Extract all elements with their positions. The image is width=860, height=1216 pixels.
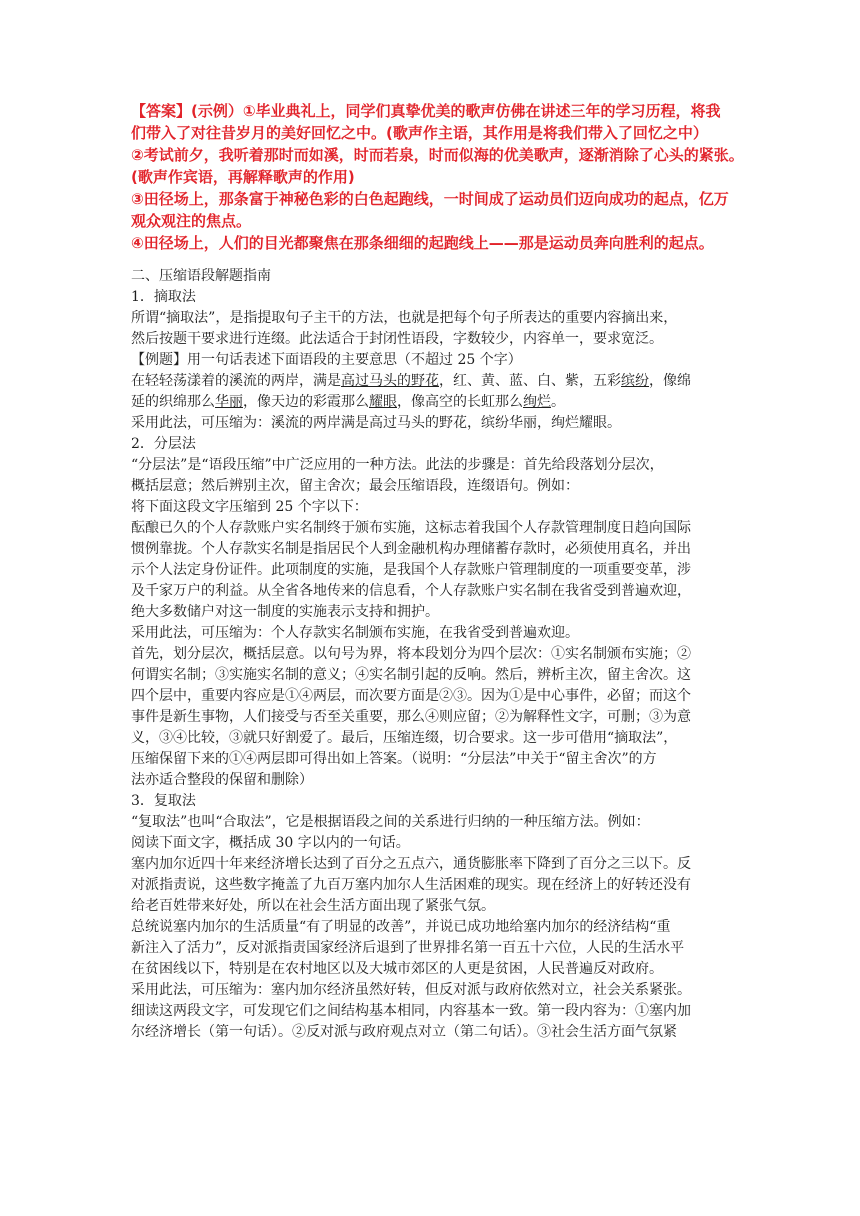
- text-line: 总统说塞内加尔的生活质量“有了明显的改善”，并说已成功地给塞内加尔的经济结构“重: [131, 919, 671, 935]
- text-span: ，像高空的长虹那么: [397, 394, 523, 410]
- example-passage-line: [131, 371, 746, 392]
- text-line: 首先，划分层次，概括层意。以句号为界，将本段划分为四个层次：①实名制颁布实施；②: [131, 646, 691, 662]
- answer-line: 观众观注的焦点。: [131, 212, 252, 230]
- text-line: 示个人法定身份证件。此项制度的实施，是我国个人存款账户管理制度的一项重要变革，涉: [131, 562, 691, 578]
- answer-line: ②考试前夕，我听着那时而如溪，时而若泉，时而似海的优美歌声，逐渐消除了心头的紧张。: [131, 146, 744, 164]
- example-passage-line: [131, 392, 746, 413]
- underlined-phrase: 高过马头的野花: [341, 373, 439, 389]
- underlined-phrase: 华丽: [215, 394, 243, 410]
- text-line: 塞内加尔近四十年来经济增长达到了百分之五点六，通货膨胀率下降到了百分之三以下。反: [131, 856, 691, 872]
- text-span: ，像绵: [649, 373, 691, 389]
- text-line: 四个层中，重要内容应是①④两层，而次要方面是②③。因为①是中心事件，必留；而这个: [131, 688, 691, 704]
- text-line: 事件是新生事物，人们接受与否至关重要，那么④则应留；②为解释性文字，可删；③为意: [131, 709, 691, 725]
- text-line: 给老百姓带来好处，所以在社会生活方面出现了紧张气氛。: [131, 898, 495, 914]
- answer-line: ③田径场上，那条富于神秘色彩的白色起跑线，一时间成了运动员们迈向成功的起点，亿万: [131, 190, 729, 208]
- example-heading: 【例题】用一句话表述下面语段的主要意思（不超过 25 个字）: [131, 352, 522, 368]
- text-line: “复取法”也叫“合取法”，它是根据语段之间的关系进行归纳的一种压缩方法。例如：: [131, 814, 650, 830]
- text-line: “分层法”是“语段压缩”中广泛应用的一种方法。此法的步骤是：首先给段落划分层次，: [131, 457, 664, 473]
- text-line: 采用此法，可压缩为：溪流的两岸满是高过马头的野花，缤纷华丽，绚烂耀眼。: [131, 415, 621, 431]
- text-line: 新注入了活力”，反对派指责国家经济后退到了世界排名第一百五十六位，人民的生活水平: [131, 940, 685, 956]
- body-text: [131, 266, 746, 1043]
- text-line: 在贫困线以下，特别是在农村地区以及大城市郊区的人更是贫困，人民普遍反对政府。: [131, 961, 663, 977]
- text-line: 惯例靠拢。个人存款实名制是指居民个人到金融机构办理储蓄存款时，必须使用真名，并出: [131, 541, 691, 557]
- text-span: 延的织绵那么: [131, 394, 215, 410]
- section-title: 二、压缩语段解题指南: [131, 268, 271, 284]
- text-line: 采用此法，可压缩为：个人存款实名制颁布实施，在我省受到普遍欢迎。: [131, 625, 579, 641]
- underlined-phrase: 缤纷: [621, 373, 649, 389]
- text-span: ，像天边的彩霞那么: [243, 394, 369, 410]
- answer-block: [131, 100, 771, 254]
- text-line: 所谓“摘取法”，是指提取句子主干的方法，也就是把每个句子所表达的重要内容摘出来，: [131, 310, 678, 326]
- text-line: 细读这两段文字，可发现它们之间结构基本相同，内容基本一致。第一段内容为：①塞内加: [131, 1003, 691, 1019]
- text-span: 。: [551, 394, 565, 410]
- text-line: 概括层意；然后辨别主次，留主舍次；最会压缩语段，连缀语句。例如：: [131, 478, 579, 494]
- text-line: 阅读下面文字，概括成 30 字以内的一句话。: [131, 835, 410, 851]
- answer-line: (歌声作宾语，再解释歌声的作用): [131, 168, 355, 186]
- text-line: 义，③④比较，③就只好割爱了。最后，压缩连缀，切合要求。这一步可借用“摘取法”，: [131, 730, 678, 746]
- method-2-title: 2．分层法: [131, 436, 196, 452]
- text-line: 将下面这段文字压缩到 25 个字以下：: [131, 499, 368, 515]
- text-line: 采用此法，可压缩为：塞内加尔经济虽然好转，但反对派与政府依然对立，社会关系紧张。: [131, 982, 691, 998]
- method-3-title: 3．复取法: [131, 793, 196, 809]
- text-line: 绝大多数储户对这一制度的实施表示支持和拥护。: [131, 604, 439, 620]
- answer-line: ④田径场上，人们的目光都聚焦在那条细细的起跑线上——那是运动员奔向胜利的起点。: [131, 234, 714, 252]
- text-line: 压缩保留下来的①④两层即可得出如上答案。（说明：“分层法”中关于“留主舍次”的方: [131, 751, 657, 767]
- answer-line: 【答案】(示例）①毕业典礼上，同学们真挚优美的歌声仿佛在讲述三年的学习历程，将我: [131, 102, 721, 120]
- text-line: 酝酿已久的个人存款账户实名制终于颁布实施，这标志着我国个人存款管理制度日趋向国际: [131, 520, 691, 536]
- text-line: 及千家万户的利益。从全省各地传来的信息看，个人存款账户实名制在我省受到普遍欢迎，: [131, 583, 691, 599]
- underlined-phrase: 绚烂: [523, 394, 551, 410]
- text-span: 在轻轻荡漾着的溪流的两岸，满是: [131, 373, 341, 389]
- method-1-title: 1．摘取法: [131, 289, 196, 305]
- underlined-phrase: 耀眼: [369, 394, 397, 410]
- text-line: 尔经济增长（第一句话）。②反对派与政府观点对立（第二句话）。③社会生活方面气氛紧: [131, 1024, 677, 1040]
- text-line: 对派指责说，这些数字掩盖了九百万塞内加尔人生活困难的现实。现在经济上的好转还没有: [131, 877, 691, 893]
- text-line: 何谓实名制；③实施实名制的意义；④实名制引起的反响。然后，辨析主次，留主舍次。这: [131, 667, 691, 683]
- text-line: 然后按题干要求进行连缀。此法适合于封闭性语段，字数较少，内容单一，要求宽泛。: [131, 331, 663, 347]
- answer-line: 们带入了对往昔岁月的美好回忆之中。(歌声作主语，其作用是将我们带入了回忆之中）: [131, 124, 708, 142]
- text-line: 法亦适合整段的保留和删除）: [131, 772, 313, 788]
- text-span: ，红、黄、蓝、白、紫，五彩: [439, 373, 621, 389]
